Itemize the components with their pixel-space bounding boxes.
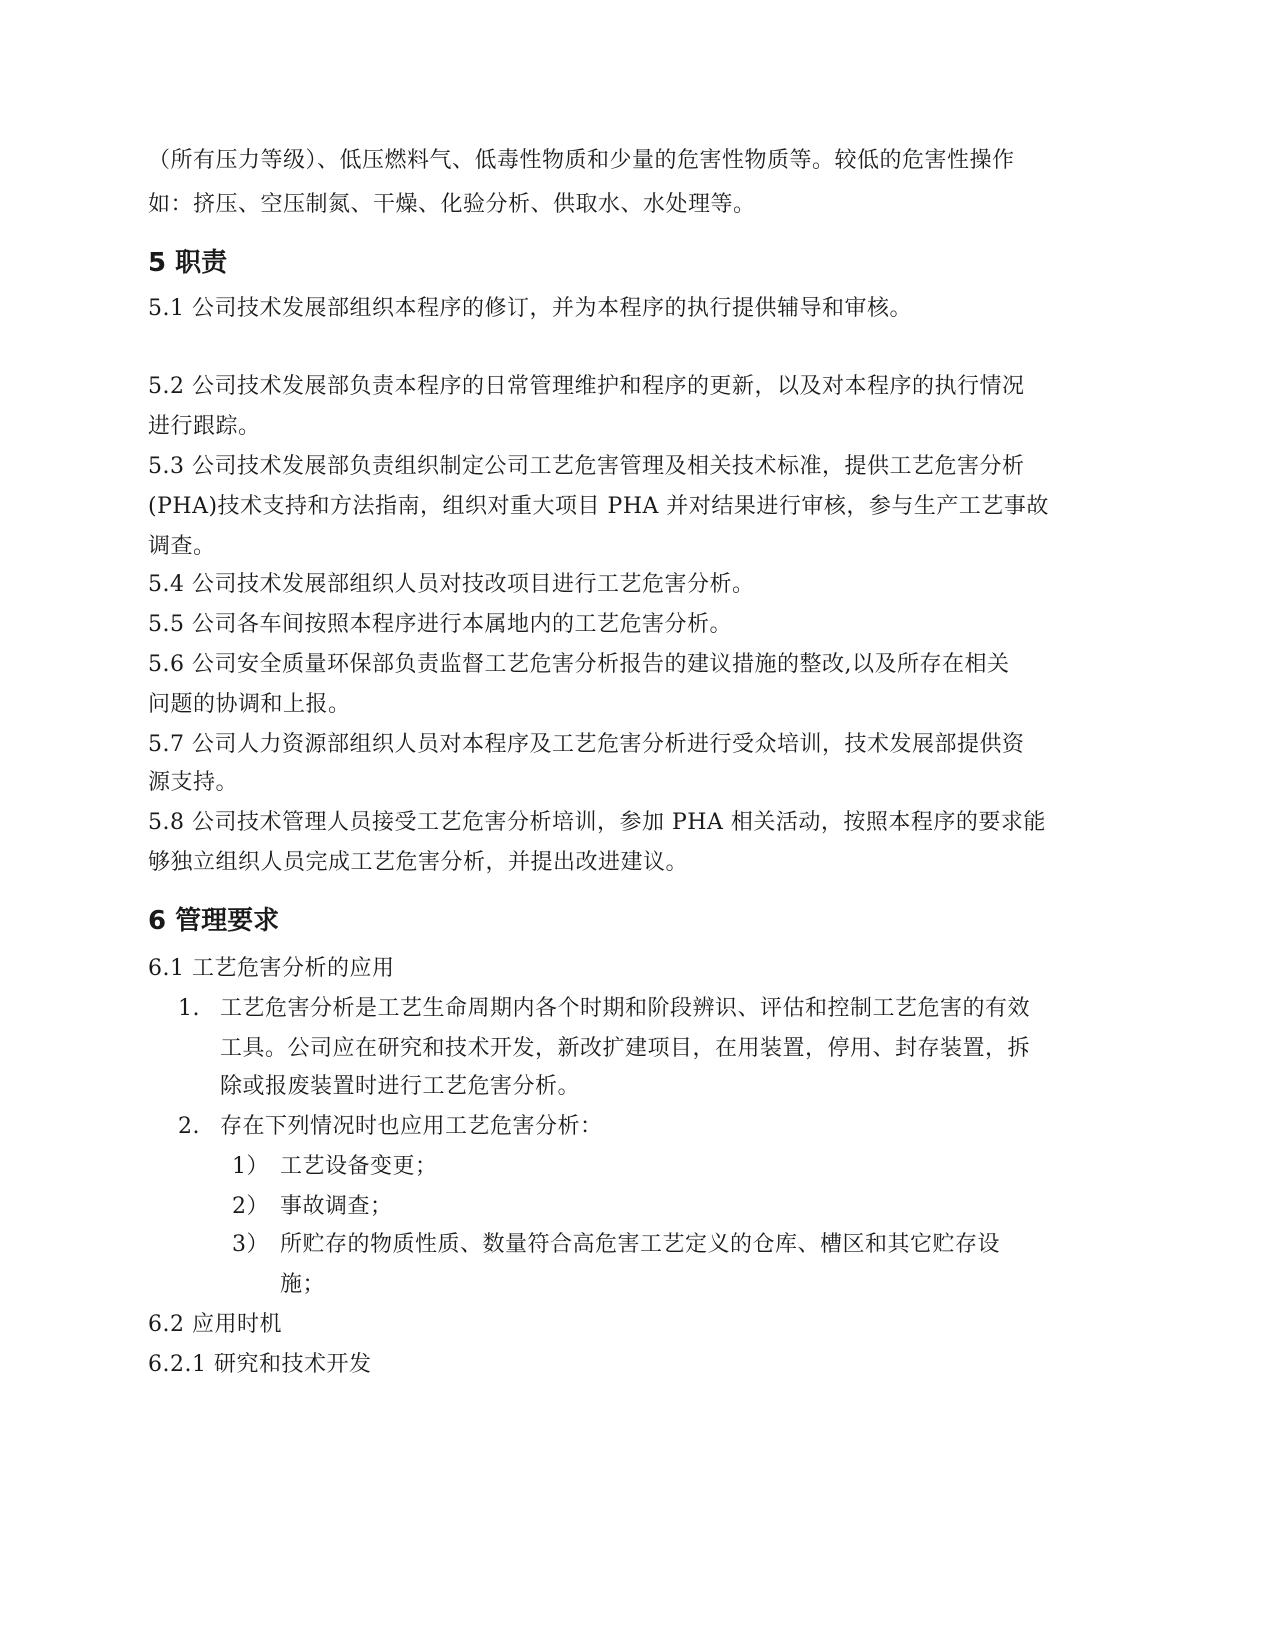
item-5-3-line-2: (PHA)技术支持和方法指南，组织对重大项目 PHA 并对结果进行审核，参与生产工艺事故 — [148, 494, 1049, 519]
section-6-heading: 6 管理要求 — [148, 906, 280, 936]
list-item-1-line-1: 工艺危害分析是工艺生命周期内各个时期和阶段辨识、评估和控制工艺危害的有效 — [220, 996, 1031, 1021]
list-item-1-line-3: 除或报废装置时进行工艺危害分析。 — [220, 1074, 581, 1099]
item-5-6-line-2: 问题的协调和上报。 — [148, 692, 351, 717]
item-5-3-line-3: 调查。 — [148, 534, 216, 559]
intro-line-2: 如：挤压、空压制氮、干燥、化验分析、供取水、水处理等。 — [148, 192, 756, 217]
item-5-8-line-2: 够独立组织人员完成工艺危害分析，并提出改进建议。 — [148, 850, 689, 875]
item-5-7-line-2: 源支持。 — [148, 770, 239, 795]
item-5-5-line-1: 5.5 公司各车间按照本程序进行本属地内的工艺危害分析。 — [148, 612, 732, 637]
list-item-2-text: 存在下列情况时也应用工艺危害分析： — [220, 1114, 603, 1139]
sub-item-3-line-1: 所贮存的物质性质、数量符合高危害工艺定义的仓库、槽区和其它贮存设 — [280, 1232, 1001, 1257]
item-5-8-line-1: 5.8 公司技术管理人员接受工艺危害分析培训，参加 PHA 相关活动，按照本程序的要求能 — [148, 810, 1046, 835]
sub-item-2-number: 2） — [232, 1194, 269, 1219]
subsection-6-2-1: 6.2.1 研究和技术开发 — [148, 1352, 372, 1377]
item-5-2-line-1: 5.2 公司技术发展部负责本程序的日常管理维护和程序的更新，以及对本程序的执行情况 — [148, 374, 1025, 399]
item-5-2-line-2: 进行跟踪。 — [148, 414, 261, 439]
sub-item-3-line-2: 施； — [280, 1272, 326, 1297]
item-5-6-line-1: 5.6 公司安全质量环保部负责监督工艺危害分析报告的建议措施的整改,以及所存在相关 — [148, 652, 1010, 677]
subsection-6-1: 6.1 工艺危害分析的应用 — [148, 956, 395, 981]
list-item-2-number: 2. — [178, 1114, 200, 1139]
sub-item-1-text: 工艺设备变更； — [280, 1154, 438, 1179]
subsection-6-2: 6.2 应用时机 — [148, 1312, 282, 1337]
list-item-1-line-2: 工具。公司应在研究和技术开发，新改扩建项目，在用装置，停用、封存装置，拆 — [220, 1036, 1031, 1061]
intro-line-1: （所有压力等级）、低压燃料气、低毒性物质和少量的危害性物质等。较低的危害性操作 — [148, 148, 1015, 173]
item-5-3-line-1: 5.3 公司技术发展部负责组织制定公司工艺危害管理及相关技术标准，提供工艺危害分析 — [148, 454, 1025, 479]
list-item-1-number: 1. — [178, 996, 200, 1021]
section-5-heading: 5 职责 — [148, 248, 228, 278]
item-5-4-line-1: 5.4 公司技术发展部组织人员对技改项目进行工艺危害分析。 — [148, 572, 755, 597]
item-5-1-line-1: 5.1 公司技术发展部组织本程序的修订，并为本程序的执行提供辅导和审核。 — [148, 296, 912, 321]
sub-item-1-number: 1） — [232, 1154, 269, 1179]
sub-item-2-text: 事故调查； — [280, 1194, 393, 1219]
item-5-7-line-1: 5.7 公司人力资源部组织人员对本程序及工艺危害分析进行受众培训，技术发展部提供资 — [148, 732, 1025, 757]
sub-item-3-number: 3） — [232, 1232, 269, 1257]
